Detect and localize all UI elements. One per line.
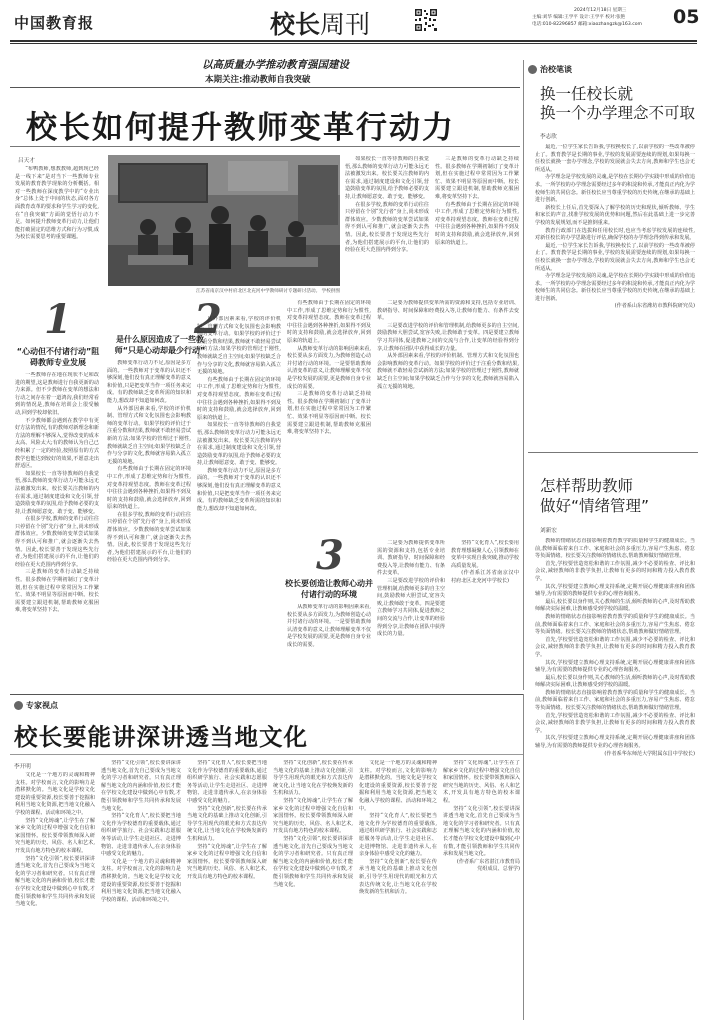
s2-p3-b: 有些教师由于长期在固定的环境中工作,形成了思维定势和行为惯性,对变革持观望态度。教师在变革过程中往往会遇到各种挫折,如果得不到及时的支持和鼓励,就会选择放弃,回到原来的轨道上。 [197, 376, 281, 421]
lead-col4-mid [284, 300, 374, 538]
s3-p5: (作者系江苏省南京汉中村府北区北充河中学校长) [451, 570, 519, 584]
date-line: 2024年12月18日 星期三 [574, 8, 627, 13]
s3-p1: 从教师变革行动的影响因素来看,校长要从多方面发力,为教师创造心动并付诸行动的环境。一是要帮助教师认清变革的意义,让教师理解变革不仅是学校发展的需要,更是教师自身专业成长的需要。 [287, 604, 371, 648]
s3-p2: 二是要为教师提供变革所需的资源和支持,包括专业培训、教研指导、时间保障和经费投入等,让教师有能力、有条件去变革。 [377, 540, 445, 577]
sb2-p4-b: 最后,校长要以身作则,关心教师的生活,倾听教师的心声,及时帮助教师解决实际困难,让教师感受到学校的温暖。 [535, 674, 695, 689]
lead-author: 吕天才 [18, 158, 35, 164]
bottom-col3 [184, 760, 270, 1016]
bt-p1-b: 文化是一个地方的灵魂和精神支柱。对学校而言,文化的影响力是潜移默化的。当地文化是学校文化建设的重要资源,校长要善于挖掘和利用当地文化资源,把当地文化融入学校的课程、活动和环境之中。 [101, 858, 181, 903]
s2-p3: 有些教师由于长期在固定的环境中工作,形成了思维定势和行为惯性,对变革持观望态度。教师在变革过程中往往会遇到各种挫折,如果得不到及时的支持和鼓励,就会选择放弃,回到原来的轨道上。 [107, 466, 191, 511]
s2-p1-b: 教师变革行动力不足,原因是多方面的。一些教师对于变革的认识还不够深刻,他们没有真正理解变革的意义和价值,只是把变革当作一项任务来完成。有的教师缺乏变革所需的知识和能力,想改却不知道如何改。 [197, 467, 281, 512]
lead-s2-p3-top: 有些教师由于长期在固定的环境中工作,形成了思维定势和行为惯性,对变革持观望态度。教师在变革过程中往往会遇到各种挫折,如果得不到及时的支持和鼓励,就会选择放弃,回到原来的轨道上。 [435, 201, 519, 246]
s1-p1: 一些教师存在地在现状不足和改进的期望,这是教师进行自我更新的动力来源。但不少教师在变革的想法和行动之间存在着一道鸿沟,我们经常看到的情况是,教师在培训会上很受触动,回到学校却依旧。 [15, 372, 99, 416]
lead-col4-top [342, 156, 432, 296]
s1-p2: 不少教师都会遇到在教学中有更好方法的情况,有的教师对新理念和新方法的理解不够深入,觉得改变的成本太高、风险太大;有的教师认为自己已经积累了一定的经验,按照原有的方式教学也能达到较好的效果,不愿意走出舒适区。 [15, 417, 99, 470]
s2-p1: 教师变革行动力不足,原因是多方面的。一些教师对于变革的认识还不够深刻,他们没有真正理解变革的意义和价值,只是把变革当作一项任务来完成。有的教师缺乏变革所需的知识和能力,想改却不知道如何改。 [107, 360, 191, 404]
s3-p1-c: 从教师变革行动的影响因素来看,校长要从多方面发力,为教师创造心动并付诸行动的环境。一是要帮助教师认清变革的意义,让教师理解变革不仅是学校发展的需要,更是教师自身专业成长的需要。 [287, 345, 371, 390]
s2-p2: 从外部因素来看,学校的评价机制、管理方式和文化氛围也会影响教师的变革行动。如果学校的评价过于注重分数和结果,教师就不敢轻易尝试新的方法;如果学校的管理过于刚性,教师就缺乏自主空间;如果学校缺乏合作与分享的文化,教师就容易陷入孤立无援的境地。 [107, 405, 191, 465]
s1-p3: 如果校长一直等待教师的自我觉悟,那么教师的变革行动力可能永远无法被激发出来。校长要关注教师的内在需求,通过制度建设和文化引领,营造鼓励变革的氛围,给予教师必要的支持,让教师愿意变、敢于变、能够变。 [15, 470, 99, 515]
page-number: 05 [673, 6, 700, 28]
s3-p3-c: 三是要改进学校的评价和管理机制,给教师更多的自主空间,鼓励教师大胆尝试,宽容失败,让教师敢于变革。四是要建立教师学习共同体,促进教师之间的交流与合作,让变革的经验得到分享,让教师在团队中获得成长的力量。 [377, 322, 519, 352]
sb2-p1: 教师的情绪状态直接影响着教育教学的质量和学生的健康成长。当前,教师面临着来自工作、家庭和社会的多重压力,容易产生焦虑、倦怠等负面情绪。校长要关注教师的情绪状态,帮助教师做好情绪管理。 [535, 538, 695, 560]
section-1-title: “心动但不付诸行动”阻碍教师专业发展 [16, 347, 100, 367]
bt-p3-d: 坚持“文化引领”,校长要讲深讲透当地文化,首先自己要成为当地文化的学习者和研究者。只有真正理解当地文化的内涵和价值,校长才能在学校文化建设中做到心中有数,才能引领教师和学生共同传承和发展当地文化。 [443, 805, 520, 858]
s1-p5: 三是教师的变革行动缺乏持续性。很多教师在学期初制订了变革计划,但在实施过程中常常因为工作繁忙、效果不明显等原因而中断。校长需要建立跟进机制,帮助教师克服困难,将变革坚持下去。 [15, 569, 99, 614]
section-title-b: 周刊 [320, 10, 371, 39]
s1-p4: 在很多学校,教师的变革行动往往只停留在个别“先行者”身上,尚未形成群体效应。少数教师的变革尝试如果得不到认可和推广,就会逐渐失去热情。因此,校长要善于发现这些先行者,为他们搭建展示的平台,让他们的经验在更大范围内得到分享。 [15, 516, 99, 568]
sidebar2-body [532, 538, 698, 1014]
bottom-col1 [12, 772, 98, 1016]
s1-p3-b: 如果校长一直等待教师的自我觉悟,那么教师的变革行动力可能永远无法被激发出来。校长要关注教师的内在需求,通过制度建设和文化引领,营造鼓励变革的氛围,给予教师必要的支持,让教师愿意变、敢于变、能够变。 [197, 422, 281, 467]
s2-p2-b: 从外部因素来看,学校的评价机制、管理方式和文化氛围也会影响教师的变革行动。如果学校的评价过于注重分数和结果,教师就不敢轻易尝试新的方法;如果学校的管理过于刚性,教师就缺乏自主空间;如果学校缺乏合作与分享的文化,教师就容易陷入孤立无援的境地。 [197, 316, 281, 376]
sidebar1-title-line2: 换一个办学理念不可取 [540, 104, 696, 122]
masthead-rule [10, 40, 697, 42]
lead-col5-mid [374, 300, 522, 538]
divider [523, 60, 524, 690]
bottom-author: 李开明 [14, 764, 31, 770]
sb2-p4: 最后,校长要以身作则,关心教师的生活,倾听教师的心声,及时帮助教师解决实际困难,让教师感受到学校的温暖。 [535, 598, 695, 613]
section-3-title: 校长要创造让教师心动并付诸行动的环境 [285, 579, 373, 599]
contact-line: 电话:010-82296857 邮箱:xiaozhangzk@163.com [532, 22, 643, 27]
sb1-p3: 新校长上任后,首先要深入了解学校的历史和现状,倾听教师、学生和家长的声音,找准学校发展的优势和问题,然后在此基础上进一步完善学校的发展规划,而不是推倒重来。 [535, 204, 695, 226]
sidebar1-author: 李志欣 [540, 134, 557, 140]
sb2-p1-c: 教师的情绪状态直接影响着教育教学的质量和学生的健康成长。当前,教师面临着来自工作、家庭和社会的多重压力,容易产生焦虑、倦怠等负面情绪。校长要关注教师的情绪状态,帮助教师做好情绪管理。 [535, 689, 695, 712]
section-1-number: 1 [44, 296, 72, 343]
lead-intro-text: “布鸭教师,想教教师,超到现已经是一线下来”是对当下一些教师专业发展的教育教学现象的分析概括。相对一些教师在深度教学中的“专业出身”总体上处于中间的状态,面对各方面教育改革的要求和学生学习的变化,在“自我突破”方面的觉悟行动力不足。如何提升教师变革行动力,让他们能打破固定的思维方式和行为习惯,成为校长需要思考的重要课题。 [15, 166, 99, 241]
bottom-tag [14, 700, 58, 711]
section-1-body [12, 372, 102, 690]
bt-p1-c: 文化是一个地方的灵魂和精神支柱。对学校而言,文化的影响力是潜移默化的。当地文化是学校文化建设的重要资源,校长要善于挖掘和利用当地文化资源,把当地文化融入学校的课程、活动和环境之中。 [359, 760, 437, 812]
bt-p6: (作者系广东省湛江市教育局党组成员、总督学) [456, 858, 520, 873]
s1-p4-b: 在很多学校,教师的变革行动往往只停留在个别“先行者”身上,尚未形成群体效应。少数教师的变革尝试如果得不到认可和推广,就会逐渐失去热情。因此,校长要善于发现这些先行者,为他们搭建展示的平台,让他们的经验在更大范围内得到分享。 [107, 511, 191, 564]
section-2-body-b [194, 316, 284, 690]
section-3-number: 3 [316, 532, 344, 579]
sb2-p2: 首先,学校要营造宽松和谐的工作氛围,减少不必要的检查、评比和会议,减轻教师的非教学负担,让教师有更多的时间和精力投入教育教学。 [535, 560, 695, 582]
lead-s3-p2-top: 在很多学校,教师的变革行动往往只停留在个别“先行者”身上,尚未形成群体效应。少数教师的变革尝试如果得不到认可和推广,就会逐渐失去热情。因此,校长要善于发现这些先行者,为他们搭建展示的平台,让他们的经验在更大范围内得到分享。 [345, 201, 429, 254]
lead-col5-top [432, 156, 522, 296]
photo-caption: 江苏省南京汉中村府北区北充河中学教师研讨专题研讨活动。 学校供图 [196, 289, 340, 294]
s3-p3: 三是要改进学校的评价和管理机制,给教师更多的自主空间,鼓励教师大胆尝试,宽容失败,让教师敢于变革。四是要建立教师学习共同体,促进教师之间的交流与合作,让变革的经验得到分享,让教师在团队中获得成长的力量。 [377, 577, 445, 638]
section-3-body-b [374, 540, 448, 690]
bt-p2-d: 坚持“文化铸魂”,让学生在了解家乡文化的过程中增强文化自信和家国情怀。校长要带领教师深入研究当地的历史、风俗、名人和艺术,开发具有地方特色的校本课程。 [443, 760, 520, 804]
section-3-body-c [448, 540, 522, 690]
sidebar1-body [532, 144, 698, 440]
s3-p2-c: 二是要为教师提供变革所需的资源和支持,包括专业培训、教研指导、时间保障和经费投入等,让教师有能力、有条件去变革。 [377, 300, 519, 322]
sb1-p4: 教育行政部门在选拔和任用校长时,也应当考虑学校发展的连续性,对新任校长的办学思路进行评估,确保学校的办学理念得到传承和发展。 [535, 227, 695, 242]
bt-p3: 坚持“文化引领”,校长要讲深讲透当地文化,首先自己要成为当地文化的学习者和研究者。只有真正理解当地文化的内涵和价值,校长才能在学校文化建设中做到心中有数,才能引领教师和学生共同传承和发展当地文化。 [15, 855, 95, 908]
sb2-p3-b: 其次,学校要建立教师心理支持系统,定期开展心理健康讲座和团体辅导,为有需要的教师提供专业的心理咨询服务。 [535, 659, 695, 674]
bt-p2-c: 坚持“文化铸魂”,让学生在了解家乡文化的过程中增强文化自信和家国情怀。校长要带领教师深入研究当地的历史、风俗、名人和艺术,开发具有地方特色的校本课程。 [273, 797, 353, 835]
section-title [270, 5, 370, 41]
bt-p1: 文化是一个地方的灵魂和精神支柱。对学校而言,文化的影响力是潜移默化的。当地文化是学校文化建设的重要资源,校长要善于挖掘和利用当地文化资源,把当地文化融入学校的课程、活动和环境之中。 [15, 772, 95, 816]
bottom-tag-label: 专家视点 [26, 701, 58, 710]
lead-intro [12, 166, 102, 290]
topic-banner: 以高质量办学推动教育强国建设 [202, 59, 349, 71]
brand-logo: 中国教育报 [14, 14, 95, 32]
sb2-p1-b: 教师的情绪状态直接影响着教育教学的质量和学生的健康成长。当前,教师面临着来自工作、家庭和社会的多重压力,容易产生焦虑、倦怠等负面情绪。校长要关注教师的情绪状态,帮助教师做好情绪管理。 [535, 613, 695, 636]
sb1-p1: 最近,一位学生家长告诉我,学校换校长了,以前学校的一些改革被停止了。教育教学是长期的事业,学校的发展需要连续的规划,如果每换一任校长就换一套办学理念,学校的发展就会失去方向,教师和学生也会无所适从。 [535, 144, 695, 173]
bt-p4-b: 坚持“文化育人”,校长要把当地文化作为学校德育的重要载体,通过组织研学旅行、社会实践和志愿服务等活动,让学生走进社区、走进博物馆、走进非遗传承人,在亲身体验中感受文化的魅力。 [187, 760, 267, 804]
bottom-headline-rule [10, 754, 523, 755]
bt-p5: 坚持“文化创新”,校长要在传承当地文化的基础上推动文化创新,引导学生用现代的眼光和方式表达传统文化,让当地文化在学校焕发新的生机和活力。 [187, 805, 267, 842]
sidebar2-title-line2: 做好“情绪管理” [540, 497, 650, 515]
bt-p2: 坚持“文化铸魂”,让学生在了解家乡文化的过程中增强文化自信和家国情怀。校长要带领教师深入研究当地的历史、风俗、名人和艺术,开发具有地方特色的校本课程。 [15, 817, 95, 854]
sidebar1-title-line1: 换一任校长就 [540, 85, 634, 103]
sb2-p2-c: 首先,学校要营造宽松和谐的工作氛围,减少不必要的检查、评比和会议,减轻教师的非教学负担,让教师有更多的时间和精力投入教育教学。 [535, 712, 695, 734]
sidebar2-title-line1: 怎样帮助教师 [540, 477, 634, 495]
bottom-rule [10, 694, 523, 695]
s3-p4: 坚持“文化育人”,校长要用教育理想凝聚人心,引领教师在变革中实现自我突破,推动学校高质量发展。 [451, 540, 519, 569]
bottom-col6 [440, 760, 523, 1016]
bottom-col5 [356, 760, 440, 1016]
divider-bottom [523, 694, 524, 1020]
bt-p3-c: 坚持“文化引领”,校长要讲深讲透当地文化,首先自己要成为当地文化的学习者和研究者。只有真正理解当地文化的内涵和价值,校长才能在学校文化建设中做到心中有数,才能引领教师和学生共同传承和发展当地文化。 [273, 835, 353, 888]
sb2-p3: 其次,学校要建立教师心理支持系统,定期开展心理健康讲座和团体辅导,为有需要的教师提供专业的心理咨询服务。 [535, 583, 695, 598]
headline-rule [10, 146, 520, 147]
topic-focus: 本期关注:推动教师自我突破 [205, 75, 311, 85]
lead-headline: 校长如何提升教师变革行动力 [26, 110, 455, 146]
section-3-body-a [284, 604, 374, 690]
section-title-a: 校长 [270, 10, 321, 39]
sidebar2-author: 刘新宏 [540, 528, 557, 534]
pen-icon [528, 65, 537, 74]
section-2-title: 是什么原因造成了一些教师“只是心动却最少行动” [114, 335, 206, 355]
classroom-photo-image [108, 155, 340, 286]
bt-p4: 坚持“文化育人”,校长要把当地文化作为学校德育的重要载体,通过组织研学旅行、社会实践和志愿服务等活动,让学生走进社区、走进博物馆、走进非遗传承人,在亲身体验中感受文化的魅力。 [101, 813, 181, 858]
sidebar-divider [528, 452, 698, 453]
expert-icon [14, 701, 23, 710]
bottom-col4 [270, 760, 356, 1016]
bt-p5-b: 坚持“文化创新”,校长要在传承当地文化的基础上推动文化创新,引导学生用现代的眼光和方式表达传统文化,让当地文化在学校焕发新的生机和活力。 [273, 760, 353, 797]
bottom-headline: 校长要能讲深讲透当地文化 [14, 723, 308, 751]
bottom-col2 [98, 760, 184, 1016]
s2-p3-c: 有些教师由于长期在固定的环境中工作,形成了思维定势和行为惯性,对变革持观望态度。教师在变革过程中往往会遇到各种挫折,如果得不到及时的支持和鼓励,就会选择放弃,回到原来的轨道上。 [287, 300, 371, 344]
s2-p2-c: 从外部因素来看,学校的评价机制、管理方式和文化氛围也会影响教师的变革行动。如果学校的评价过于注重分数和结果,教师就不敢轻易尝试新的方法;如果学校的管理过于刚性,教师就缺乏自主空间;如果学校缺乏合作与分享的文化,教师就容易陷入孤立无援的境地。 [377, 353, 519, 390]
sb1-p2: 办学理念是学校发展的灵魂,是学校在长期办学实践中形成的价值追求。一所学校的办学理念需要经过多年的积淀和传承,才能真正内化为学校师生的共同信念。新任校长应当尊重学校的历史传统,在继承的基础上进行创新。 [535, 174, 695, 204]
bt-p4-c: 坚持“文化育人”,校长要把当地文化作为学校德育的重要载体,通过组织研学旅行、社会实践和志愿服务等活动,让学生走进社区、走进博物馆、走进非遗传承人,在亲身体验中感受文化的魅力。 [359, 813, 437, 858]
sb2-p3-c: 其次,学校要建立教师心理支持系统,定期开展心理健康讲座和团体辅导,为有需要的教师提供专业的心理咨询服务。 [535, 735, 695, 750]
lead-photo [108, 155, 340, 286]
lead-s1-p5-top: 三是教师的变革行动缺乏持续性。很多教师在学期初制订了变革计划,但在实施过程中常常因为工作繁忙、效果不明显等原因而中断。校长需要建立跟进机制,帮助教师克服困难,将变革坚持下去。 [435, 156, 519, 200]
sb1-p5: (作者系山东省潍坊市教科院研究员) [614, 303, 695, 310]
section-2-body-a [104, 360, 194, 690]
s1-p5-c: 三是教师的变革行动缺乏持续性。很多教师在学期初制订了变革计划,但在实施过程中常常因为工作繁忙、效果不明显等原因而中断。校长需要建立跟进机制,帮助教师克服困难,将变革坚持下去。 [287, 391, 371, 436]
editors-line: 主编:刘华 编辑:王学平 设计:王学平 校对:张艳 [532, 15, 626, 20]
sidebar1-tag-label: 治校笔谈 [540, 65, 572, 74]
bt-p5-c: 坚持“文化创新”,校长要在传承当地文化的基础上推动文化创新,引导学生用现代的眼光和方式表达传统文化,让当地文化在学校焕发新的生机和活力。 [359, 858, 437, 896]
bt-p2-b: 坚持“文化铸魂”,让学生在了解家乡文化的过程中增强文化自信和家国情怀。校长要带领教师深入研究当地的历史、风俗、名人和艺术,开发具有地方特色的校本课程。 [187, 843, 267, 880]
section-2-number: 2 [194, 296, 222, 343]
sb2-p5: (作者系华东师范大学附属东昌中学校长) [604, 750, 695, 757]
sb1-p2-b: 办学理念是学校发展的灵魂,是学校在长期办学实践中形成的价值追求。一所学校的办学理念需要经过多年的积淀和传承,才能真正内化为学校师生的共同信念。新任校长应当尊重学校的历史传统,在继承的基础上进行创新。 [535, 273, 695, 302]
bt-p3-b: 坚持“文化引领”,校长要讲深讲透当地文化,首先自己要成为当地文化的学习者和研究者。只有真正理解当地文化的内涵和价值,校长才能在学校文化建设中做到心中有数,才能引领教师和学生共同传承和发展当地文化。 [101, 760, 181, 812]
masthead-rule-thin [10, 43, 697, 44]
sb2-p2-b: 首先,学校要营造宽松和谐的工作氛围,减少不必要的检查、评比和会议,减轻教师的非教学负担,让教师有更多的时间和精力投入教育教学。 [535, 636, 695, 658]
lead-s3-p1-top: 如果校长一直等待教师的自我觉悟,那么教师的变革行动力可能永远无法被激发出来。校长要关注教师的内在需求,通过制度建设和文化引领,营造鼓励变革的氛围,给予教师必要的支持,让教师愿意变、敢于变、能够变。 [345, 156, 429, 200]
qr-code-icon [414, 8, 438, 32]
sb1-p1-b: 最近,一位学生家长告诉我,学校换校长了,以前学校的一些改革被停止了。教育教学是长期的事业,学校的发展需要连续的规划,如果每换一任校长就换一套办学理念,学校的发展就会失去方向,教师和学生也会无所适从。 [535, 242, 695, 272]
topic-rule [10, 87, 520, 88]
sidebar1-tag [528, 64, 572, 75]
